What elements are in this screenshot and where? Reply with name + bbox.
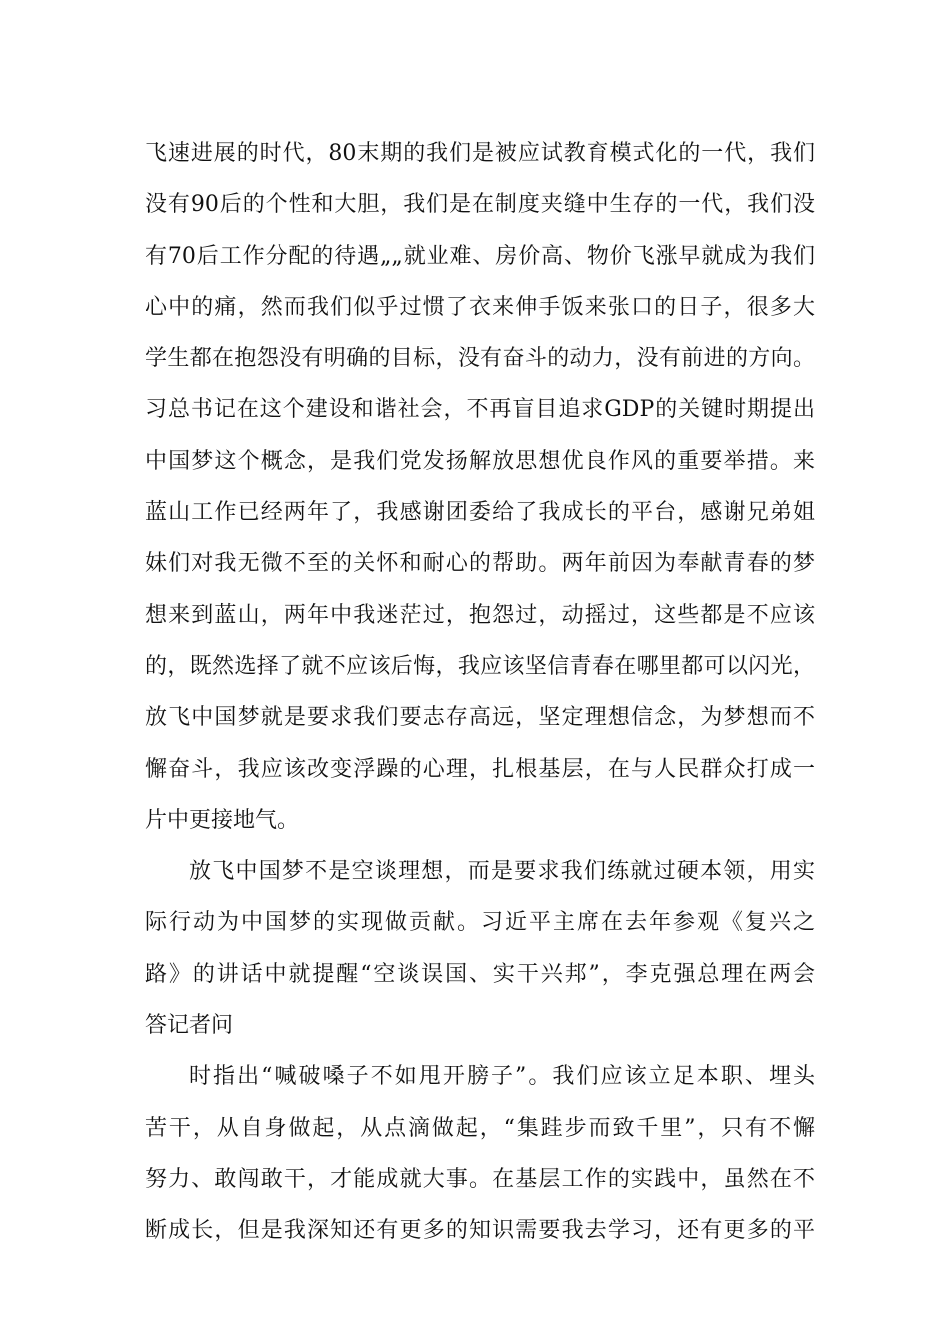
text-line: 放飞中国梦就是要求我们要志存高远，坚定理想信念，为梦想而不 [145,705,815,731]
body-text [145,128,815,1257]
text-line: 心中的痛，然而我们似乎过惯了衣来伸手饭来张口的日子，很多大 [145,294,815,320]
text-line: 片中更接地气。 [145,807,300,833]
text-line: 际行动为中国梦的实现做贡献。习近平主席在去年参观《复兴之 [145,910,815,936]
text-line: 苦干，从自身做起，从点滴做起，“集跬步而致千里”，只有不懈 [145,1115,815,1141]
text-line: 放飞中国梦不是空谈理想，而是要求我们练就过硬本领，用实 [189,859,815,885]
text-line: 懈奋斗，我应该改变浮躁的心理，扎根基层，在与人民群众打成一 [145,756,815,782]
text-line: 飞速进展的时代，80末期的我们是被应试教育模式化的一代，我们 [145,141,815,166]
text-line: 断成长，但是我深知还有更多的知识需要我去学习，还有更多的平 [145,1218,815,1244]
text-line: 没有90后的个性和大胆，我们是在制度夹缝中生存的一代，我们没 [145,192,815,218]
text-line: 学生都在抱怨没有明确的目标，没有奋斗的动力，没有前进的方向。 [145,346,815,372]
text-line: 时指出“喊破嗓子不如甩开膀子”。我们应该立足本职、埋头 [189,1064,815,1090]
text-line: 的，既然选择了就不应该后悔，我应该坚信青春在哪里都可以闪光， [145,653,815,679]
text-line: 答记者问 [145,1013,234,1039]
text-line: 中国梦这个概念，是我们党发扬解放思想优良作风的重要举措。来 [145,448,815,474]
text-line: 蓝山工作已经两年了，我感谢团委给了我成长的平台，感谢兄弟姐 [145,500,815,526]
text-line: 想来到蓝山，两年中我迷茫过，抱怨过，动摇过，这些都是不应该 [145,602,815,628]
text-line: 习总书记在这个建设和谐社会，不再盲目追求GDP的关键时期提出 [145,397,815,423]
text-line: 妹们对我无微不至的关怀和耐心的帮助。两年前因为奉献青春的梦 [145,551,815,577]
text-line: 有70后工作分配的待遇„„就业难、房价高、物价飞涨早就成为我们 [145,243,815,269]
text-line: 努力、敢闯敢干，才能成就大事。在基层工作的实践中，虽然在不 [145,1166,815,1192]
text-line: 路》的讲话中就提醒“空谈误国、实干兴邦”，李克强总理在两会 [145,961,815,987]
